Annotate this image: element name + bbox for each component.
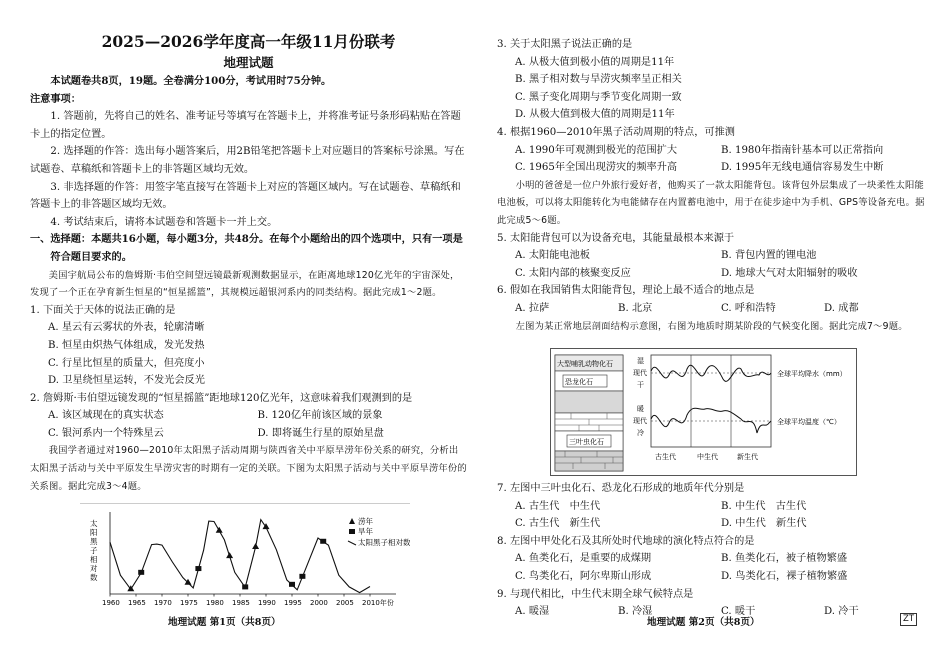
chart-ylabel-char: 数 [90, 573, 98, 582]
q3-option-d[interactable]: D. 从极大值到极大值的周期是11年 [515, 109, 675, 121]
q7-option-b[interactable]: B. 中生代 古生代 [721, 500, 807, 512]
sunspot-chart [80, 503, 410, 607]
geology-figure [550, 348, 857, 476]
q7-option-d[interactable]: D. 中生代 新生代 [721, 518, 807, 530]
chart-ylabel-char: 对 [90, 564, 98, 573]
precip-curve [651, 365, 771, 381]
x-tick-label: 2000 [310, 599, 328, 607]
legend-drought-marker [349, 529, 355, 534]
q5-options [497, 247, 927, 282]
q8-option-b[interactable]: B. 鱼类化石，被子植物繁盛 [721, 553, 848, 565]
q4-stem: 4. 根据1960—2010年黑子活动周期的特点，可推测 [497, 126, 735, 138]
q9-option-b[interactable]: B. 冷湿 [618, 606, 653, 618]
geology-figure-svg [551, 349, 858, 477]
flood-year-marker [226, 552, 233, 558]
label-modern-1: 现代 [633, 369, 647, 377]
x-tick-label: 1985 [232, 599, 250, 607]
sunspot-series-line [110, 520, 370, 593]
x-tick-label: 1995 [284, 599, 302, 607]
x-tick-label: 1990 [258, 599, 276, 607]
x-tick-label: 1960 [102, 599, 120, 607]
q5-option-d[interactable]: D. 地球大气对太阳辐射的吸收 [721, 267, 858, 279]
q5-option-b[interactable]: B. 背包内置的锂电池 [721, 250, 817, 262]
legend-line-marker [348, 541, 356, 545]
footer-right: 地理试题 第2页（共8页） [647, 617, 760, 628]
x-tick-label: 2005 [336, 599, 354, 607]
q3-option-b[interactable]: B. 黑子相对数与旱涝灾频率呈正相关 [515, 74, 682, 86]
footer-left: 地理试题 第1页（共8页） [168, 617, 281, 628]
q8-option-c[interactable]: C. 鸟类化石，阿尔卑斯山形成 [515, 570, 652, 582]
q8-options [497, 550, 927, 585]
q5-option-c[interactable]: C. 太阳内部的核聚变反应 [515, 267, 631, 279]
x-tick-label: 1975 [180, 599, 198, 607]
passage-4: 左图为某正常地层剖面结构示意图，右图为地质时期某阶段的气候变化图。据此完成7～9题。 [515, 320, 908, 332]
era-cenozoic: 新生代 [737, 453, 758, 461]
sunspot-chart-svg [80, 504, 410, 608]
q7-option-a[interactable]: A. 古生代 中生代 [515, 500, 601, 512]
corner-mark: ZT [900, 613, 917, 626]
q3-option-c[interactable]: C. 黑子变化周期与季节变化周期一致 [515, 91, 682, 103]
q3-options [497, 54, 927, 124]
drought-year-marker [242, 584, 248, 589]
q7-stem: 7. 左图中三叶虫化石、恐龙化石形成的地质年代分别是 [497, 483, 745, 494]
label-dry: 干 [637, 381, 644, 389]
exam-title: 2025—2026学年度高一年级11月份联考 [101, 32, 396, 51]
section-1-heading: 一、选择题：本题共16小题，每小题3分，共48分。在每个小题给出的四个选项中，只有一项是符合题目要求的。 [30, 233, 463, 263]
q2-option-a[interactable]: A. 该区域现在的真实状态 [48, 410, 164, 422]
q6-option-c[interactable]: C. 呼和浩特 [721, 302, 776, 314]
legend-sunspot: 太阳黑子相对数 [358, 538, 410, 547]
q4-options [497, 142, 927, 177]
q2-option-b[interactable]: B. 120亿年前该区域的景象 [257, 410, 383, 422]
chart-ylabel-char: 相 [90, 555, 98, 564]
legend-drought: 旱年 [358, 527, 373, 536]
label-modern-2: 现代 [633, 417, 647, 425]
q9-option-a[interactable]: A. 暖湿 [515, 606, 550, 618]
q4-option-c[interactable]: C. 1965年全国出现涝灾的频率升高 [515, 162, 678, 174]
q2-stem: 2. 詹姆斯·韦伯望远镜发现的“恒星摇篮”距地球120亿光年，这意味着我们观测到的是 [30, 392, 413, 404]
notice-2: 2. 选择题的作答：选出每小题答案后，用2B铅笔把答题卡上对应题目的答案标号涂黑。写在试题卷、草稿纸和答题卡上的非答题区域均无效。 [30, 146, 465, 175]
q8-option-d[interactable]: D. 鸟类化石，裸子植物繁盛 [721, 570, 848, 582]
q8-option-a[interactable]: A. 鱼类化石，是重要的成煤期 [515, 553, 652, 565]
q7-option-c[interactable]: C. 古生代 新生代 [515, 518, 601, 530]
notice-4: 4. 考试结束后，请将本试题卷和答题卡一并上交。 [50, 216, 278, 228]
drought-year-marker [289, 582, 295, 587]
q9-option-c[interactable]: C. 暖干 [721, 606, 756, 618]
climate-chart [633, 355, 847, 461]
q1-option-a[interactable]: A. 星云有云雾状的外表，轮廓清晰 [48, 322, 205, 334]
chart-ylabel-char: 阳 [90, 528, 98, 537]
era-mesozoic: 中生代 [697, 453, 718, 461]
drought-year-marker [299, 574, 305, 579]
passage-2: 我国学者通过对1960—2010年太阳黑子活动周期与陕西省关中平原旱涝年份关系的研究，分析出太阳黑子活动与关中平原发生旱涝灾害的时期有一定的关联。下图为太阳黑子活动与关中平原旱涝年份的关系图。据此完成3～4题。 [30, 445, 467, 492]
notice-1: 1. 答题前，先将自己的姓名、准考证号等填写在答题卡上，并将准考证号条形码粘贴在答题卡上的指定位置。 [30, 111, 461, 140]
passage-3: 小明的爸爸是一位户外旅行爱好者，他购买了一款太阳能背包。该背包外层集成了一块柔性太阳能电池板，可以将太阳能转化为电能储存在内置蓄电池中，用于在徒步途中为手机、GPS等设备充电。据此完成5～6题。 [497, 179, 925, 226]
temp-curve [651, 408, 771, 433]
q2-option-d[interactable]: D. 即将诞生行星的原始星盘 [257, 427, 384, 439]
right-questions-bottom [497, 480, 927, 621]
label-cold: 冷 [637, 429, 644, 437]
x-tick-label: 1980 [206, 599, 224, 607]
q6-options [497, 300, 927, 318]
q6-option-d[interactable]: D. 成都 [824, 302, 859, 314]
q5-option-a[interactable]: A. 太阳能电池板 [515, 250, 590, 262]
drought-year-marker [320, 539, 326, 544]
notice-3: 3. 非选择题的作答：用签字笔直接写在答题卡上对应的答题区域内。写在试题卷、草稿纸和答题卡上的非答题区域均无效。 [30, 181, 461, 211]
stratum-mammal: 大型哺乳动物化石 [557, 360, 613, 368]
flood-year-marker [216, 527, 223, 533]
notice-label: 注意事项： [30, 92, 81, 105]
curve-precip-label: 全球平均降水（mm） [777, 370, 847, 378]
chart-ylabel-char: 子 [90, 546, 98, 555]
exam-intro: 本试题卷共8页，19题。全卷满分100分，考试用时75分钟。 [50, 75, 332, 87]
q6-option-a[interactable]: A. 拉萨 [515, 302, 550, 314]
stratum-trilobite: 三叶虫化石 [569, 438, 604, 446]
exam-instructions [30, 73, 467, 495]
era-paleozoic: 古生代 [655, 453, 676, 461]
x-tick-label: 2010年份 [362, 599, 394, 607]
label-wet: 湿 [637, 357, 644, 365]
x-tick-label: 1965 [128, 599, 146, 607]
q5-stem: 5. 太阳能背包可以为设备充电，其能量最根本来源于 [497, 232, 735, 244]
q1-option-d[interactable]: D. 卫星绕恒星运转，不发光会反光 [48, 375, 205, 387]
q4-option-a[interactable]: A. 1990年可观测到极光的范围扩大 [515, 144, 678, 156]
label-warm: 暖 [637, 405, 644, 413]
q4-option-b[interactable]: B. 1980年指南针基本可以正常指向 [721, 144, 884, 156]
curve-temp-label: 全球平均温度（℃） [777, 418, 841, 426]
q9-stem: 9. 与现代相比，中生代末期全球气候特点是 [497, 588, 694, 600]
q6-stem: 6. 假如在我国销售太阳能背包，理论上最不适合的地点是 [497, 285, 755, 297]
q1-option-c[interactable]: C. 行星比恒星的质量大，但亮度小 [48, 357, 205, 369]
q9-option-d[interactable]: D. 冷干 [824, 606, 859, 618]
q7-options [497, 498, 927, 533]
q2-options [30, 407, 467, 442]
drought-year-marker [195, 566, 201, 571]
chart-legend [348, 516, 410, 547]
q3-stem: 3. 关于太阳黑子说法正确的是 [497, 39, 633, 50]
q4-option-d[interactable]: D. 1995年无线电通信容易发生中断 [721, 162, 884, 174]
legend-flood-marker [349, 518, 355, 524]
right-questions-top [497, 36, 927, 335]
q1-stem: 1. 下面关于天体的说法正确的是 [30, 304, 176, 316]
strata-column [555, 355, 623, 471]
x-tick-label: 1970 [154, 599, 172, 607]
q1-options [30, 319, 467, 389]
drought-year-marker [138, 570, 144, 575]
q8-stem: 8. 左图中甲处化石及其所处时代地球的演化特点符合的是 [497, 535, 755, 547]
q1-option-b[interactable]: B. 恒星由炽热气体组成，发光发热 [48, 339, 205, 351]
chart-ylabel-char: 黑 [90, 537, 98, 546]
exam-subtitle: 地理试题 [223, 55, 274, 70]
chart-ylabel-char: 太 [90, 519, 98, 528]
stratum-dinosaur: 恐龙化石 [565, 378, 593, 386]
q3-option-a[interactable]: A. 从极大值到极小值的周期是11年 [515, 56, 675, 68]
q2-option-c[interactable]: C. 银河系内一个特殊星云 [48, 427, 164, 439]
q6-option-b[interactable]: B. 北京 [618, 302, 653, 314]
legend-flood: 涝年 [358, 517, 373, 526]
flood-year-marker [252, 543, 259, 549]
passage-1: 美国宇航局公布的詹姆斯·韦伯空间望远镜最新观测数据显示，在距离地球120亿光年的宇宙深处，发现了一个正在孕育新生恒星的“恒星摇篮”，其规模远超银河系内的同类结构。据此完成1～2题。 [30, 269, 460, 299]
